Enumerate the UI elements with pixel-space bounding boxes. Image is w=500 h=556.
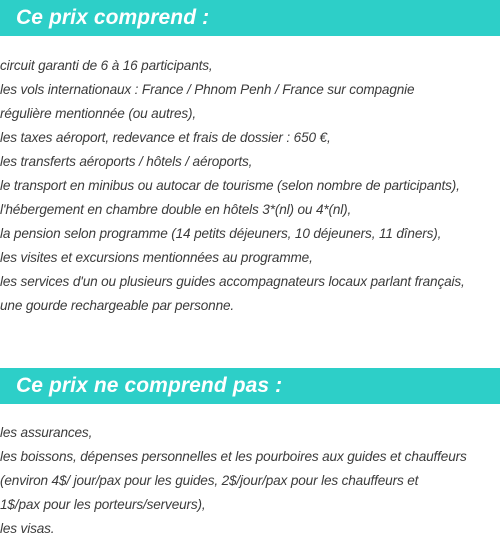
includes-header	[0, 0, 500, 36]
includes-line: les services d'un ou plusieurs guides accompagnateurs locaux parlant français,	[0, 274, 465, 289]
includes-line: l'hébergement en chambre double en hôtels 3*(nl) ou 4*(nl),	[0, 202, 352, 217]
excludes-line: 1$/pax pour les porteurs/serveurs),	[0, 497, 206, 512]
includes-line: les vols internationaux : France / Phnom Penh / France sur compagnie	[0, 82, 415, 97]
includes-line: les taxes aéroport, redevance et frais de dossier : 650 €,	[0, 130, 331, 145]
includes-line: les visites et excursions mentionnées au programme,	[0, 250, 313, 265]
excludes-header	[0, 368, 500, 404]
includes-list	[0, 54, 500, 318]
includes-line: une gourde rechargeable par personne.	[0, 298, 235, 313]
includes-line: le transport en minibus ou autocar de tourisme (selon nombre de participants),	[0, 178, 460, 193]
includes-title: Ce prix comprend :	[16, 6, 210, 29]
excludes-title: Ce prix ne comprend pas :	[16, 374, 283, 397]
excludes-line: les boissons, dépenses personnelles et les pourboires aux guides et chauffeurs	[0, 449, 467, 464]
excludes-list	[0, 421, 500, 541]
includes-line: les transferts aéroports / hôtels / aéroports,	[0, 154, 253, 169]
includes-line: la pension selon programme (14 petits déjeuners, 10 déjeuners, 11 dîners),	[0, 226, 442, 241]
includes-line: régulière mentionnée (ou autres),	[0, 106, 197, 121]
includes-line: circuit garanti de 6 à 16 participants,	[0, 58, 213, 73]
excludes-line: (environ 4$/ jour/pax pour les guides, 2$/jour/pax pour les chauffeurs et	[0, 473, 419, 488]
excludes-line: les assurances,	[0, 425, 93, 440]
excludes-line: les visas.	[0, 521, 55, 536]
